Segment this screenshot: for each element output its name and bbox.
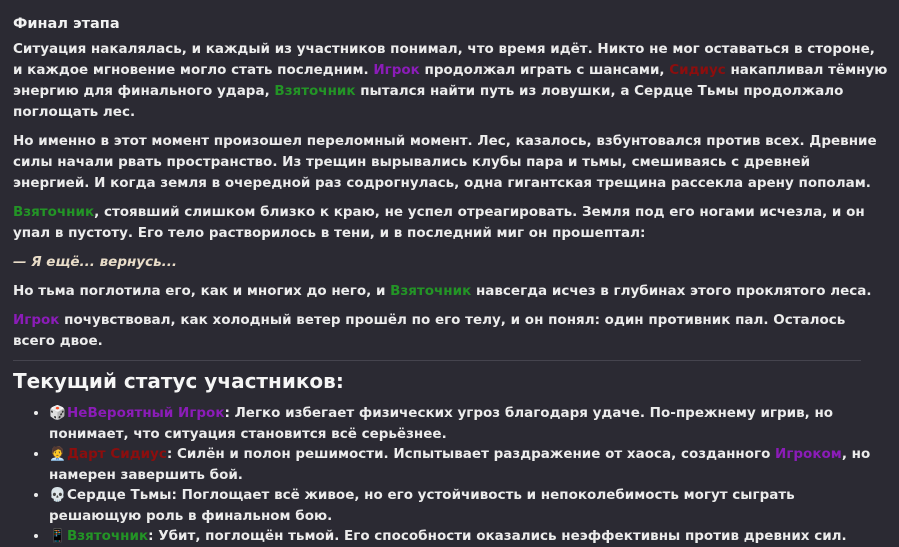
paragraph-remaining (13, 310, 889, 352)
player-mention: Игроком (775, 446, 842, 462)
paragraph-text: Ситуация накалялась, и каждый из участников понимал, что время идёт. Никто не мог оставаться в стороне, и каждое мгновение могло стать последним. (13, 41, 875, 78)
sidious-mention: Сидиус (669, 62, 726, 78)
skull-icon: 💀 (49, 487, 66, 503)
taker-mention: Взяточник (274, 83, 356, 99)
status-item-sidious (49, 444, 889, 485)
paragraph-text: продолжал играть с шансами, (419, 62, 670, 78)
participant-name: НеВероятный Игрок (67, 405, 225, 421)
message-content (13, 13, 889, 547)
participant-name: Взяточник (67, 528, 149, 544)
participant-status: , но намерен завершить бой. (49, 446, 871, 483)
participant-status: : Поглощает всё живое, но его устойчивость и непоколебимость могут сыграть решающую роль в финальном бою. (49, 487, 795, 524)
player-mention: Игрок (373, 62, 420, 78)
paragraph-text: навсегда исчез в глубинах этого проклятого леса. (471, 283, 872, 299)
paragraph-turning-point: Но именно в этот момент произошел переломный момент. Лес, казалось, взбунтовался против всех. Древние силы начали рвать пространство. Из трещин вырывались клубы пара и тьмы, смешиваясь с древней энергией. И когда земля в очередной раз содрогнулась, одна гигантская трещина рассекла арену пополам. (13, 133, 877, 191)
participant-name: Дарт Сидиус (67, 446, 167, 462)
participant-name: Сердце Тьмы (67, 487, 172, 503)
paragraph-situation (13, 39, 889, 123)
paragraph-text: , стоявший слишком близко к краю, не успел отреагировать. Земля под его ногами исчезла, и он упал в пустоту. Его тело растворилось в тени, и в последний миг он прошептал: (13, 204, 865, 241)
paragraph-text: пытался найти путь из ловушки, а Сердце Тьмы продолжало поглощать лес. (13, 83, 844, 120)
paragraph-text: Но тьма поглотила его, как и многих до него, и (13, 283, 391, 299)
paragraph-text: накапливал тёмную энергию для финального удара, (13, 62, 888, 99)
taker-mention: Взяточник (13, 204, 95, 220)
status-item-taker (49, 526, 889, 547)
status-item-heart (49, 485, 889, 526)
paragraph-consumed (13, 281, 889, 302)
status-heading: Текущий статус участников: (13, 369, 344, 393)
phone-icon: 📱 (49, 528, 66, 544)
paragraph-text: почувствовал, как холодный ветер прошёл по его телу, и он понял: один противник пал. Осталось всего двое. (13, 312, 846, 349)
whisper-quote: — Я ещё... вернусь... (13, 254, 178, 270)
participant-status: : Силён и полон решимости. Испытывает раздражение от хаоса, созданного (166, 446, 776, 462)
participant-status: : Убит, поглощён тьмой. Его способности оказались неэффективны против древних сил. (148, 528, 847, 544)
paragraph-fall (13, 202, 889, 244)
dice-icon: 🎲 (49, 405, 66, 421)
divider (13, 360, 861, 361)
player-mention: Игрок (13, 312, 60, 328)
stage-title: Финал этапа (13, 16, 120, 32)
taker-mention: Взяточник (390, 283, 472, 299)
person-icon: 🧑‍💼 (49, 446, 66, 462)
status-item-player (49, 403, 889, 444)
participant-status: : Легко избегает физических угроз благодаря удаче. По-прежнему игрив, но понимает, что ситуация становится всё серьёзнее. (49, 405, 834, 442)
status-list (13, 403, 889, 547)
